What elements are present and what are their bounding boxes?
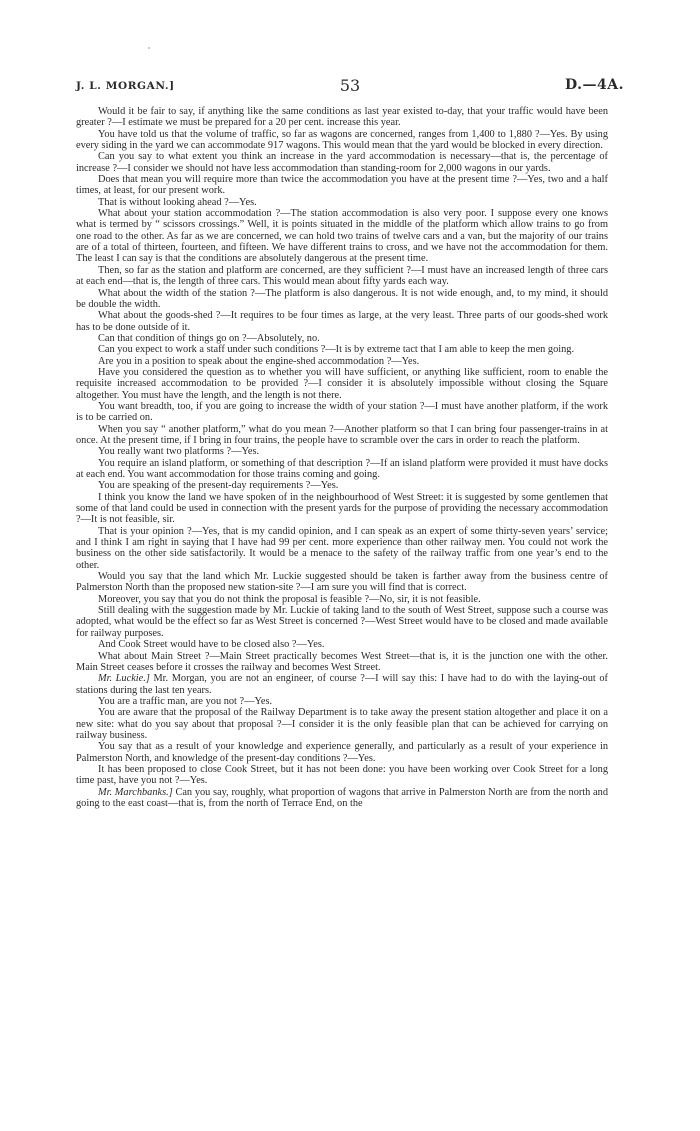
testimony-paragraph — [76, 492, 608, 526]
paragraph-text: Can that condition of things go on ?—Absolutely, no. — [98, 332, 320, 344]
testimony-paragraph — [76, 401, 608, 424]
testimony-paragraph — [76, 571, 608, 594]
testimony-paragraph — [76, 605, 608, 639]
speaker-label: Mr. Luckie.] — [98, 673, 150, 685]
page-number: 53 — [339, 76, 361, 95]
paragraph-text: You require an island platform, or something of that description ?—If an island platform were provided it must have docks at each end. You want accommodation for those trains coming and going. — [76, 457, 608, 480]
paragraph-text: Moreover, you say that you do not think the proposal is feasible ?—No, sir, it is not feasible. — [98, 593, 481, 605]
testimony-paragraph — [76, 367, 608, 401]
testimony-paragraph — [76, 764, 608, 787]
testimony-paragraph — [76, 696, 608, 707]
testimony-paragraph — [76, 265, 608, 288]
paragraph-text: It has been proposed to close Cook Street, but it has not been done: you have been working over Cook Street for a long time past, have you not ?—Yes. — [76, 763, 608, 787]
paragraph-text: What about the width of the station ?—The platform is also dangerous. It is not wide enough, and, to my mind, it should be double the width. — [76, 287, 608, 310]
testimony-paragraph — [76, 333, 608, 344]
testimony-paragraph — [76, 174, 608, 197]
testimony-paragraph — [76, 594, 608, 605]
paragraph-text: Would you say that the land which Mr. Luckie suggested should be taken is farther away from the business centre of Palmerston North than the proposed new station-site ?—I am sure you will find that is correct. — [76, 571, 608, 594]
paragraph-text: You have told us that the volume of traffic, so far as wagons are concerned, ranges from 1,400 to 1,880 ?—Yes. By using every siding in the yard we can accommodate 917 wagons. This would mean that the yard would be blocked in every direction. — [76, 128, 608, 152]
page-header — [76, 76, 624, 98]
paragraph-text: You are aware that the proposal of the Railway Department is to take away the present station altogether and place it on a new site: what do you say about that proposal ?—I consider it is the only feasible plan that can be achieved for carrying on railway business. — [76, 707, 608, 741]
testimony-paragraph — [76, 197, 608, 208]
paragraph-text: You really want two platforms ?—Yes. — [98, 446, 260, 458]
speaker-label: Mr. Marchbanks.] — [98, 786, 173, 798]
testimony-paragraph — [76, 707, 608, 741]
testimony-paragraph — [76, 651, 608, 674]
testimony-paragraph — [76, 129, 608, 152]
paragraph-text: Then, so far as the station and platform are concerned, are they sufficient ?—I must have an increased length of three cars at each end—that is, the length of three cars. This would mean about fifty yards each way. — [76, 264, 608, 288]
paragraph-text: What about your station accommodation ?—The station accommodation is also very poor. I suppose every one knows what is termed by “ scissors crossings.” Well, it is points situated in the middle of the platform which allow trains to go from one road to the other. As far as we are concerned, we can hold two trains of twelve cars and a van, but the majority of our trains are of a total of thirteen, fourteen, and fifteen. We have different trains to cross, and we have not the accommodation for them. The least I can say is that the conditions are absolutely dangerous at the present time. — [76, 208, 608, 265]
paragraph-text: And Cook Street would have to be closed also ?—Yes. — [98, 639, 325, 651]
testimony-paragraph — [76, 151, 608, 174]
paragraph-text: That is your opinion ?—Yes, that is my candid opinion, and I can speak as an expert of some thirty-seven years’ service; and I think I am right in saying that I have had 99 per cent. more experience than other railway men. You could not work the business on the other side satisfactorily. It would be a menace to the safety of the railway traffic from one year’s end to the other. — [76, 525, 608, 571]
testimony-paragraph — [76, 424, 608, 447]
paragraph-text: You are a traffic man, are you not ?—Yes. — [98, 695, 273, 707]
scan-speck — [148, 47, 150, 49]
testimony-paragraph — [76, 639, 608, 650]
testimony-paragraph — [76, 208, 608, 265]
testimony-paragraph — [76, 288, 608, 311]
paragraph-text: You say that as a result of your knowledge and experience generally, and particularly as a result of your experience in Palmerston North, and knowledge of the present-day conditions ?—Yes. — [76, 741, 608, 764]
testimony-paragraph — [76, 106, 608, 129]
paragraph-text: You are speaking of the present-day requirements ?—Yes. — [98, 480, 339, 492]
paragraph-text: What about Main Street ?—Main Street practically becomes West Street—that is, it is the junction one with the other. Main Street ceases before it crosses the railway and becomes West Street. — [76, 650, 608, 673]
document-reference: D.—4A. — [565, 77, 624, 93]
paragraph-text: Can you say to what extent you think an increase in the yard accommodation is necessary—that is, the percentage of increase ?—I consider we should not have less accommodation than standing-room for 2,000 wagons in our yards. — [76, 151, 608, 174]
paragraph-text: I think you know the land we have spoken of in the neighbourhood of West Street: it is suggested by some gentlemen that some of that land could be used in connection with the present yards for the purpose of providing the necessary accommodation ?—It is not feasible, sir. — [76, 491, 608, 526]
testimony-paragraph — [76, 526, 608, 571]
testimony-paragraph — [76, 458, 608, 481]
paragraph-text: Would it be fair to say, if anything like the same conditions as last year existed to-day, that your traffic would have been greater ?—I estimate we must be prepared for a 20 per cent. increase this year. — [76, 106, 608, 129]
testimony-paragraph — [76, 344, 608, 355]
testimony-paragraph — [76, 480, 608, 491]
testimony-paragraph — [76, 673, 608, 696]
paragraph-text: You want breadth, too, if you are going to increase the width of your station ?—I must have another platform, if the work is to be carried on. — [76, 400, 608, 424]
testimony-paragraph — [76, 741, 608, 764]
testimony-paragraph — [76, 310, 608, 333]
paragraph-text: Mr. Morgan, you are not an engineer, of course ?—I will say this: I have had to do with the laying-out of stations during the last ten years. — [76, 673, 608, 696]
paragraph-text: What about the goods-shed ?—It requires to be four times as large, at the very least. Three parts of our goods-shed work has to be done outside of it. — [76, 310, 608, 333]
paragraph-text: That is without looking ahead ?—Yes. — [98, 196, 257, 208]
paragraph-text: Can you expect to work a staff under such conditions ?—It is by extreme tact that I am able to keep the men going. — [98, 344, 575, 356]
paragraph-text: When you say “ another platform,” what do you mean ?—Another platform so that I can bring four passenger-trains in at once. At the present time, if I bring in four trains, the people have to scramble over the cars in order to reach the platform. — [76, 423, 608, 446]
paragraph-text: Have you considered the question as to whether you will have sufficient, or anything like sufficient, room to enable the requisite increased accommodation to be provided ?—I consider it is absolutely impossible without closing the Square altogether. You must have the length, and the length is not there. — [76, 366, 608, 401]
testimony-body — [76, 106, 608, 809]
paragraph-text: Are you in a position to speak about the engine-shed accommodation ?—Yes. — [98, 355, 420, 367]
paragraph-text: Can you say, roughly, what proportion of wagons that arrive in Palmerston North are from the north and going to the east coast—that is, from the north of Terrace End, on the — [76, 786, 608, 809]
paragraph-text: Does that mean you will require more than twice the accommodation you have at the present time ?—Yes, two and a half times, at least, for our present work. — [76, 174, 608, 197]
testimony-paragraph — [76, 446, 608, 457]
paragraph-text: Still dealing with the suggestion made by Mr. Luckie of taking land to the south of West Street, suppose such a course was adopted, what would be the effect so far as West Street is concerned ?—West Street would have to be closed and made available for railway purposes. — [76, 605, 608, 639]
witness-name: J. L. MORGAN.] — [76, 80, 175, 92]
testimony-paragraph — [76, 787, 608, 810]
testimony-paragraph — [76, 356, 608, 367]
